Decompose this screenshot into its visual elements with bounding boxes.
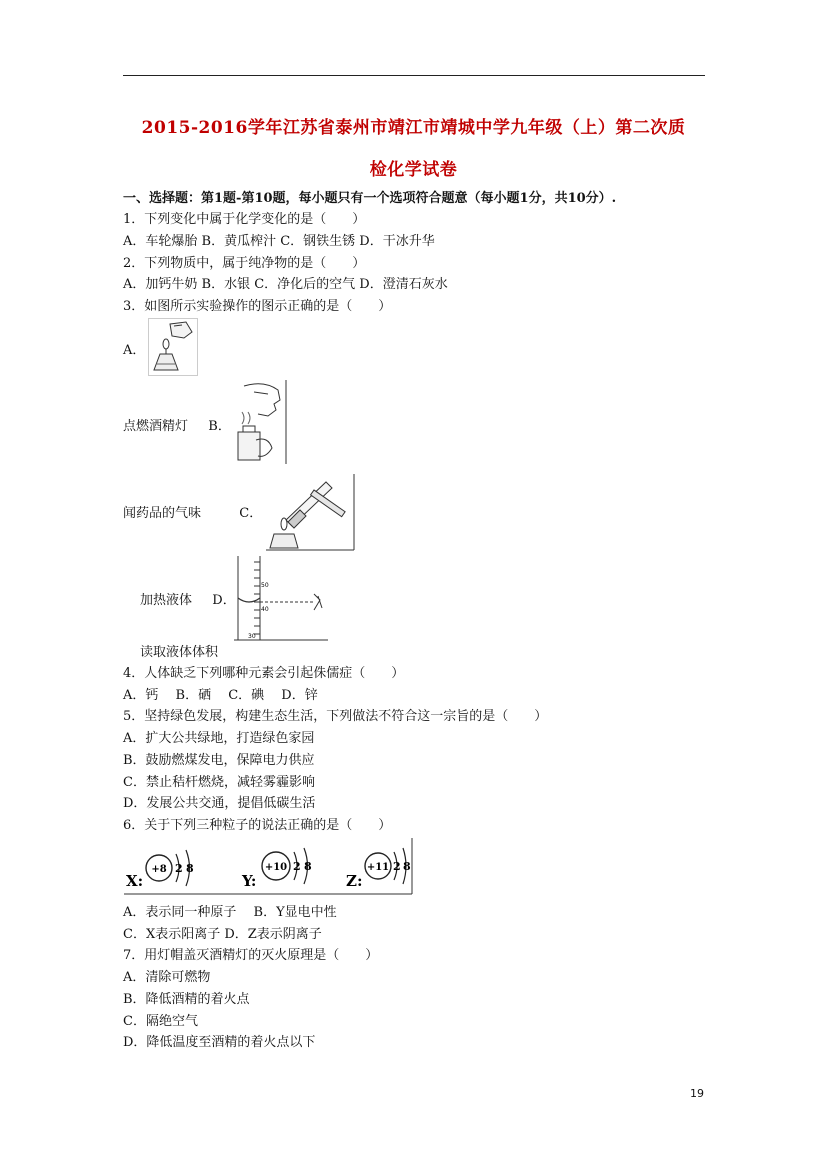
particle-x-nucleus: +8 bbox=[151, 864, 167, 875]
tick-label-50: 50 bbox=[261, 582, 269, 589]
q3-caption-d: 读取液体体积 bbox=[140, 645, 219, 660]
q5-option-a: A．扩大公共绿地，打造绿色家园 bbox=[123, 731, 315, 746]
particle-z-shell1: 2 bbox=[393, 860, 401, 873]
section-heading: 一、选择题：第1题-第10题，每小题只有一个选项符合题意（每小题1分，共10分）. bbox=[123, 191, 617, 206]
particle-x-label: X: bbox=[126, 872, 144, 890]
particle-x-shell2: 8 bbox=[186, 862, 194, 875]
q3-caption-a bbox=[123, 418, 231, 436]
q3-label-b: B． bbox=[208, 419, 231, 434]
q3-label-a: A． bbox=[123, 343, 146, 358]
q3-caption-b bbox=[123, 505, 262, 523]
q1-options: A．车轮爆胎 B．黄瓜榨汁 C．钢铁生锈 D．干冰升华 bbox=[123, 234, 435, 249]
caption-smelling-chemical: 闻药品的气味 bbox=[123, 506, 202, 521]
particle-y-nucleus: +10 bbox=[264, 862, 288, 873]
heating-liquid-figure bbox=[266, 474, 356, 552]
q3-caption-c bbox=[140, 592, 236, 610]
q3-label-c: C． bbox=[239, 506, 263, 521]
q3-stem: 3．如图所示实验操作的图示正确的是（ ） bbox=[123, 299, 392, 314]
q7-option-d: D．降低温度至酒精的着火点以下 bbox=[123, 1035, 316, 1050]
q7-option-c: C．隔绝空气 bbox=[123, 1014, 198, 1029]
particle-z-nucleus: +11 bbox=[366, 862, 390, 873]
smelling-chemical-figure bbox=[234, 380, 288, 464]
reading-volume-figure bbox=[234, 556, 328, 642]
q2-stem: 2．下列物质中，属于纯净物的是（ ） bbox=[123, 256, 366, 271]
particle-y-shell2: 8 bbox=[304, 860, 312, 873]
particle-y-label: Y: bbox=[242, 872, 257, 890]
particle-z-label: Z: bbox=[346, 872, 363, 890]
particle-y-shell1: 2 bbox=[293, 860, 301, 873]
q2-options: A．加钙牛奶 B．水银 C．净化后的空气 D．澄清石灰水 bbox=[123, 277, 448, 292]
q7-option-a: A．清除可燃物 bbox=[123, 970, 211, 985]
lighting-lamp-figure bbox=[148, 318, 198, 376]
q5-option-b: B．鼓励燃煤发电，保障电力供应 bbox=[123, 753, 315, 768]
q6-options-line2: C．X表示阳离子 D．Z表示阴离子 bbox=[123, 927, 322, 942]
caption-heating-liquid: 加热液体 bbox=[140, 593, 193, 608]
particle-z-shell2: 8 bbox=[403, 860, 411, 873]
q4-stem: 4．人体缺乏下列哪种元素会引起侏儒症（ ） bbox=[123, 666, 405, 681]
q5-option-d: D．发展公共交通，提倡低碳生活 bbox=[123, 796, 316, 811]
q4-options: A．钙 B．硒 C．碘 D．锌 bbox=[123, 688, 318, 703]
q5-stem: 5．坚持绿色发展，构建生态生活，下列做法不符合这一宗旨的是（ ） bbox=[123, 709, 548, 724]
page-number: 19 bbox=[690, 1087, 704, 1100]
page-title-line2: 检化学试卷 bbox=[369, 160, 458, 180]
q6-stem: 6．关于下列三种粒子的说法正确的是（ ） bbox=[123, 818, 392, 833]
q7-stem: 7．用灯帽盖灭酒精灯的灭火原理是（ ） bbox=[123, 948, 379, 963]
caption-lighting-lamp: 点燃酒精灯 bbox=[123, 419, 189, 434]
q3-label-d: D． bbox=[212, 593, 236, 608]
particle-x-shell1: 2 bbox=[175, 862, 183, 875]
tick-label-30: 30 bbox=[248, 633, 256, 640]
q6-options-line1: A．表示同一种原子 B．Y显电中性 bbox=[123, 905, 337, 920]
q5-option-c: C．禁止秸杆燃烧，减轻雾霾影响 bbox=[123, 775, 315, 790]
page-title-line1: 2015-2016学年江苏省泰州市靖江市靖城中学九年级（上）第二次质 bbox=[141, 118, 686, 138]
q1-stem: 1．下列变化中属于化学变化的是（ ） bbox=[123, 212, 366, 227]
particle-structure-diagram bbox=[124, 838, 414, 896]
tick-label-40: 40 bbox=[261, 606, 269, 613]
header-rule bbox=[123, 75, 705, 76]
q7-option-b: B．降低酒精的着火点 bbox=[123, 992, 250, 1007]
